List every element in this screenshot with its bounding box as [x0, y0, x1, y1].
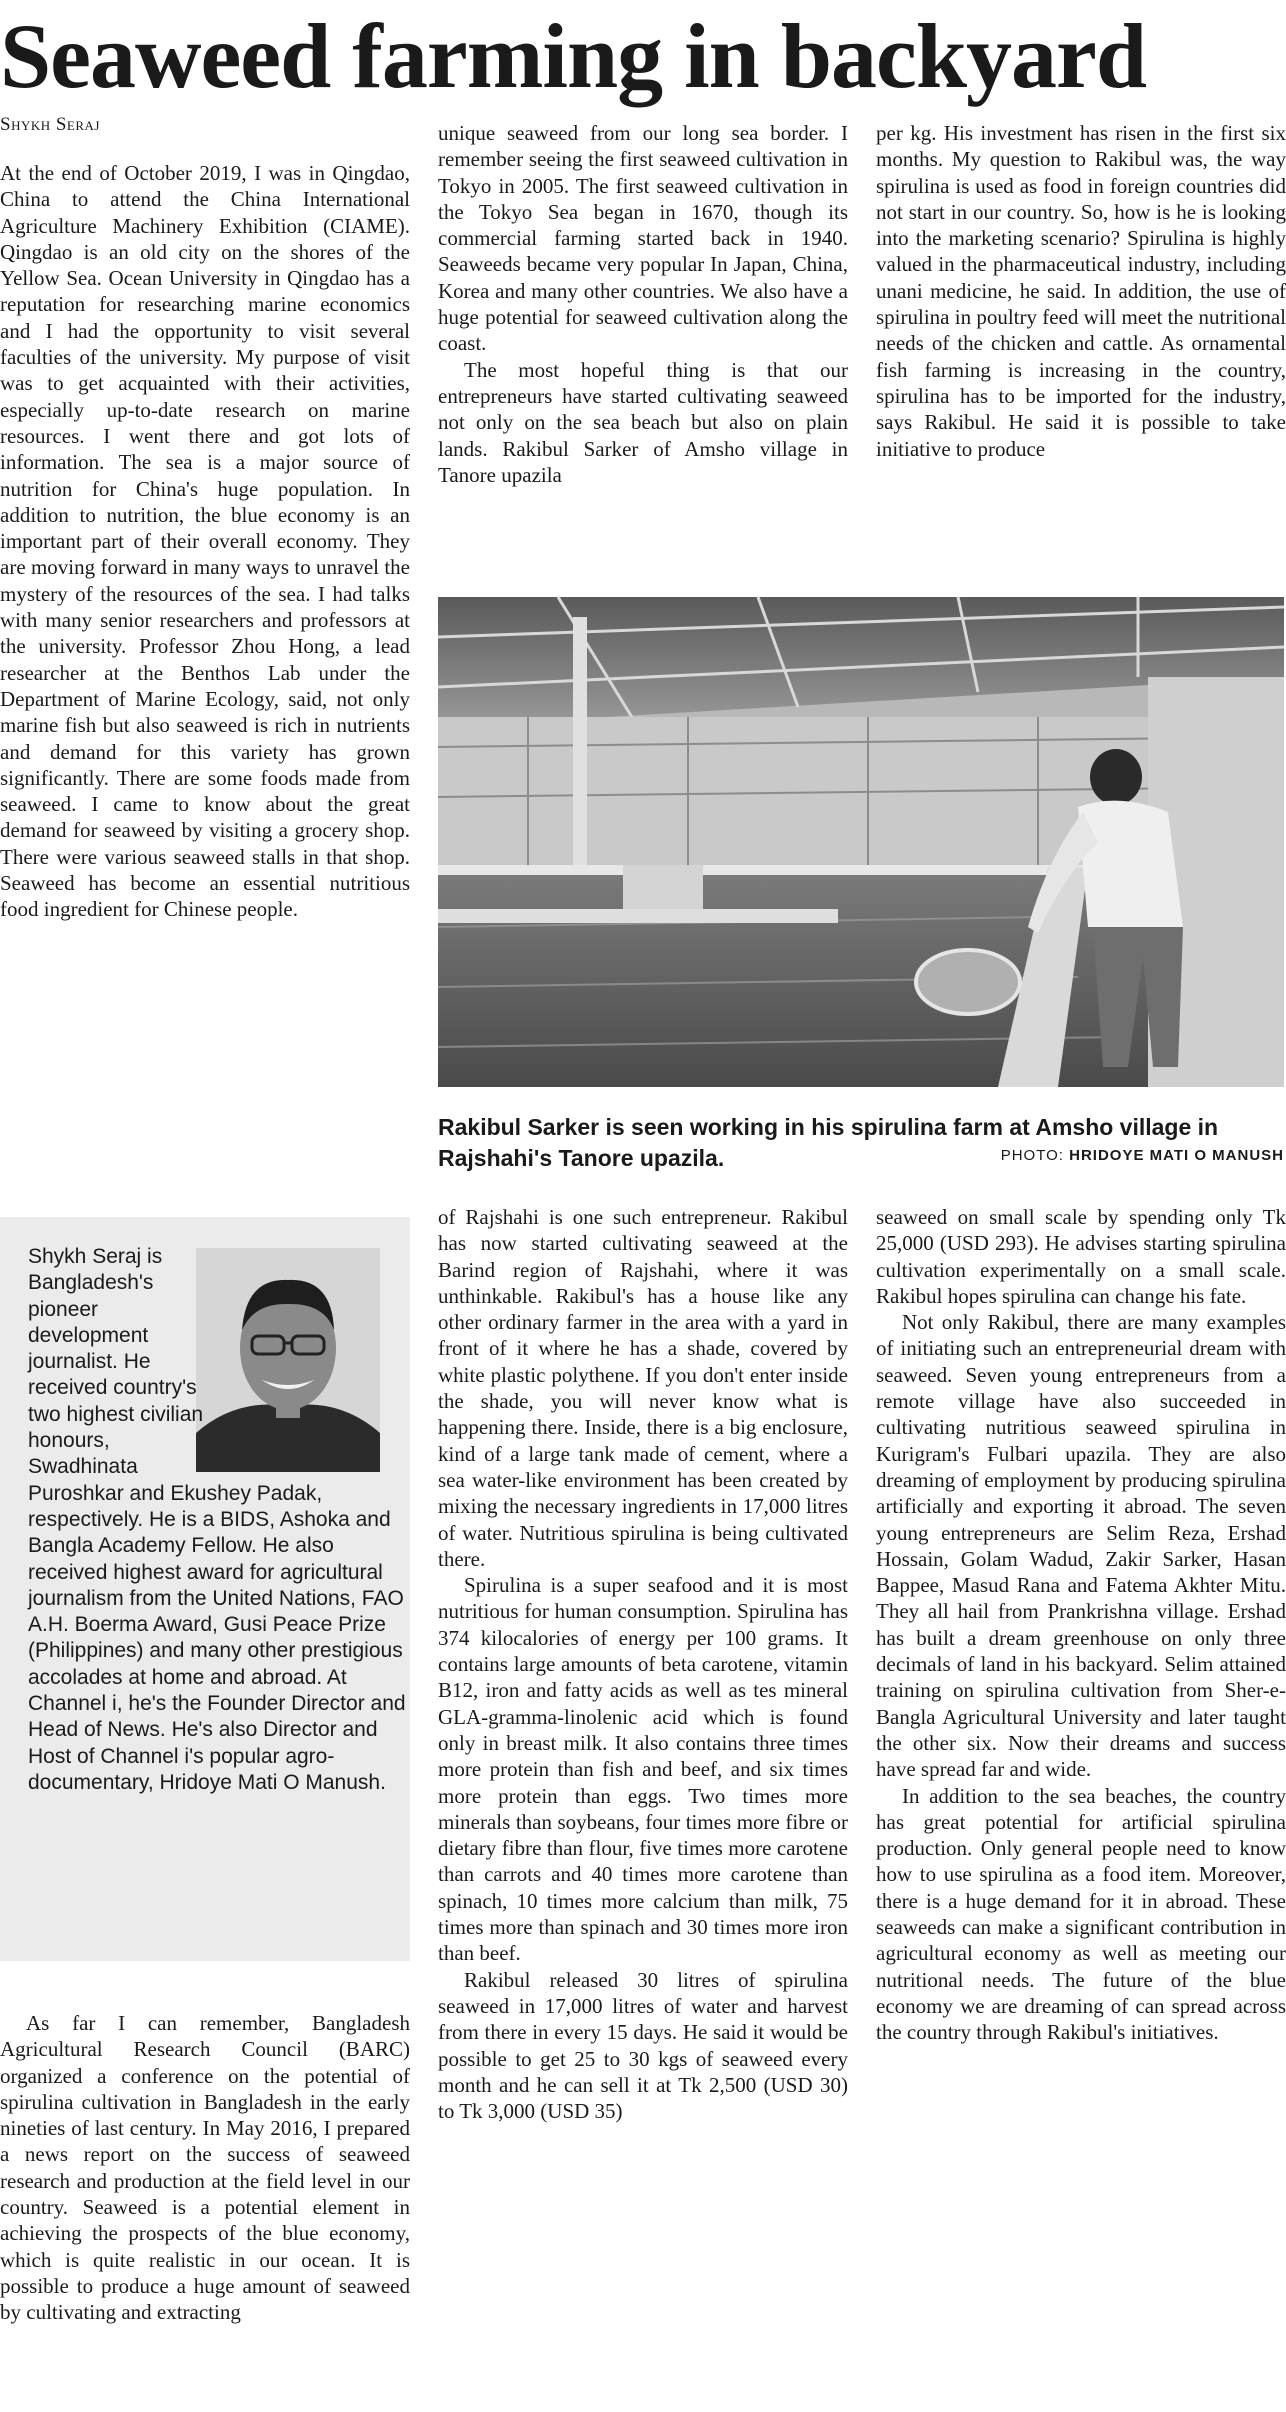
- photo-credit: [1001, 1147, 1284, 1164]
- paragraph: As far I can remember, Bangladesh Agricultural Research Council (BARC) organized a conference on the potential of spirulina cultivation in Bangladesh in the early nineties of last century. In May 2016, I prepared a news report on the success of seaweed research and production at the field level in our country. Seaweed is a potential element in achieving the prospects of the blue economy, which is quite realistic in our ocean. It is possible to produce a huge amount of seaweed by cultivating and extracting: [0, 2011, 410, 2325]
- paragraph: Rakibul released 30 litres of spirulina seaweed in 17,000 litres of water and harvest from there in every 15 days. He said it would be possible to get 25 to 30 kgs of seaweed every month and he can sell it at Tk 2,500 (USD 30) to Tk 3,000 (USD 35): [438, 1967, 848, 2124]
- photo-credit-name: HRIDOYE MATI O MANUSH: [1069, 1147, 1284, 1164]
- column-2-bottom: [438, 1204, 848, 2410]
- paragraph: of Rajshahi is one such entrepreneur. Rakibul has now started cultivating seaweed at the Barind region of Rajshahi, where it was unthinkable. Rakibul's has a house like any other ordinary farmer in the area with a yard in front of it where he has a shade, covered by white plastic polythene. If you don't enter inside the shade, you will never know what is happening there. Inside, there is a big enclosure, kind of a large tank made of cement, where a sea water-like environment has been created by mixing the necessary ingredients in 17,000 litres of water. Nutritious spirulina is being cultivated there.: [438, 1205, 848, 1571]
- column-1-top: [0, 160, 410, 1190]
- photo-credit-label: PHOTO:: [1000, 1147, 1064, 1164]
- byline: Shykh Seraj: [0, 114, 100, 135]
- column-3-top: [876, 120, 1286, 590]
- paragraph: The most hopeful thing is that our entrepreneurs have started cultivating seaweed not only on the sea beach but also on plain lands. Rakibul Sarker of Amsho village in Tanore upazila: [438, 357, 848, 487]
- headline: Seaweed farming in backyard: [0, 5, 1146, 107]
- article-photo: [438, 597, 1284, 1087]
- column-1-bottom: [0, 2010, 410, 2410]
- paragraph: Spirulina is a super seafood and it is most nutritious for human consumption. Spirulina has 374 kilocalories of energy per 100 grams. It contains large amounts of beta carotene, vitamin B12, iron and fatty acids as well as tes mineral GLA-gramma-linolenic acid which is found only in breast milk. It also contains three times more protein than fish and beef, and six times more protein than eggs. Two times more minerals than soybeans, four times more fibre or dietary fibre than flour, five times more carotene than carrots and 40 times more carotene than spinach, 10 times more calcium than milk, 75 times more than spinach and 30 times more iron than beef.: [438, 1573, 848, 1966]
- paragraph: per kg. His investment has risen in the first six months. My question to Rakibul was, the way spirulina is used as food in foreign countries did not start in our country. So, how is he is looking into the marketing scenario? Spirulina is highly valued in the pharmaceutical industry, including unani medicine, he said. In addition, the use of spirulina in poultry feed will meet the nutritional needs of the chicken and cattle. As ornamental fish farming is increasing in the country, spirulina has to be imported for the industry, says Rakibul. He said it is possible to take initiative to produce: [876, 121, 1286, 461]
- author-bio-text: [28, 1244, 408, 1796]
- paragraph: seaweed on small scale by spending only Tk 25,000 (USD 293). He advises starting spirulina cultivation experimentally on a small scale. Rakibul hopes spirulina can change his fate.: [876, 1205, 1286, 1308]
- spirulina-farm-photo: [438, 597, 1284, 1087]
- column-2-top: [438, 120, 848, 590]
- paragraph: In addition to the sea beaches, the country has great potential for artificial spirulina production. Only general people need to know how to use spirulina as a food item. Moreover, there is a huge demand for it in abroad. These seaweeds can make a significant contribution in agricultural economy as well as meeting our nutritional needs. The future of the blue economy we are dreaming of can spread across the country through Rakibul's initiatives.: [876, 1783, 1286, 2045]
- portrait-spacer: [228, 1244, 408, 1470]
- paragraph: At the end of October 2019, I was in Qingdao, China to attend the China International Agriculture Machinery Exhibition (CIAME). Qingdao is an old city on the shores of the Yellow Sea. Ocean University in Qingdao has a reputation for researching marine economics and I had the opportunity to visit several faculties of the university. My purpose of visit was to get acquainted with their activities, especially up-to-date research on marine resources. I went there and got lots of information. The sea is a major source of nutrition for China's huge population. In addition to nutrition, the blue economy is an important part of their overall economy. They are moving forward in many ways to unravel the mystery of the resources of the sea. I had talks with many senior researchers and professors at the university. Professor Zhou Hong, a lead researcher at the Benthos Lab under the Department of Marine Ecology, said, not only marine fish but also seaweed is rich in nutrients and demand for this variety has grown significantly. There are some foods made from seaweed. I came to know about the great demand for seaweed by visiting a grocery shop. There were various seaweed stalls in that shop. Seaweed has become an essential nutritious food ingredient for Chinese people.: [0, 161, 410, 922]
- column-3-bottom: [876, 1204, 1286, 2410]
- paragraph: Not only Rakibul, there are many examples of initiating such an entrepreneurial dream with seaweed. Seven young entrepreneurs from a remote village have also succeeded in cultivating nutritious seaweed spirulina in Kurigram's Fulbari upazila. They are also dreaming of employment by producing spirulina artificially and exporting it abroad. The seven young entrepreneurs are Selim Reza, Ershad Hossain, Golam Wadud, Zakir Sarker, Hasan Bappee, Masud Rana and Fatema Akhter Mitu. They all hail from Prankrishna village. Ershad has built a dream greenhouse on only three decimals of land in his backyard. Selim attained training on spirulina cultivation from Sher-e-Bangla Agricultural University and later taught the other six. Now their dreams and success have spread far and wide.: [876, 1310, 1286, 1782]
- author-bio: Shykh Seraj is Bangladesh's pioneer development journalist. He received country's two highest civilian honours, Swadhinata Puroshkar and Ekushey Padak, respectively. He is a BIDS, Ashoka and Bangla Academy Fellow. He also received highest award for agricultural journalism from the United Nations, FAO A.H. Boerma Award, Gusi Peace Prize (Philippines) and many other prestigious accolades at home and abroad. At Channel i, he's the Founder Director and Head of News. He's also Director and Host of Channel i's popular agro-documentary, Hridoye Mati O Manush.: [28, 1245, 406, 1794]
- photo-caption: Rakibul Sarker is seen working in his spirulina farm at Amsho village in Rajshahi's Tanore upazila.: [438, 1114, 1219, 1171]
- paragraph: unique seaweed from our long sea border. I remember seeing the first seaweed cultivation in Tokyo in 2005. The first seaweed cultivation in the Tokyo Sea began in 1670, though its commercial farming started back in 1940. Seaweeds became very popular In Japan, China, Korea and many other countries. We also have a huge potential for seaweed cultivation along the coast.: [438, 121, 848, 356]
